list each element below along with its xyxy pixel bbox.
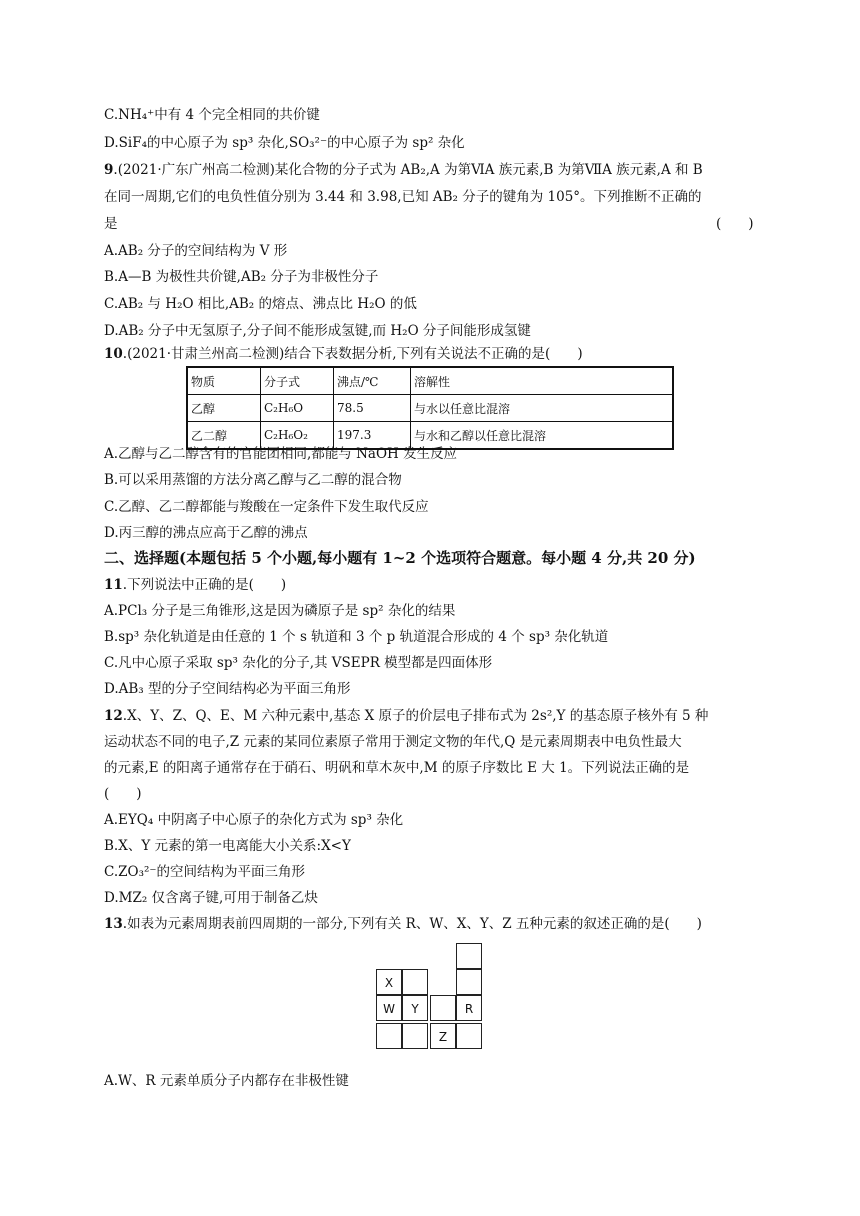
q13-option-a: A.W、R 元素单质分子内都存在非极性键 xyxy=(104,1073,349,1089)
periodic-cell-z: Z xyxy=(430,1023,456,1049)
q11-number: 11 xyxy=(104,577,123,593)
table-cell: 乙二醇 xyxy=(187,422,261,450)
q11-option-a: A.PCl₃ 分子是三角锥形,这是因为磷原子是 sp² 杂化的结果 xyxy=(104,603,456,619)
q9-option-c: C.AB₂ 与 H₂O 相比,AB₂ 的熔点、沸点比 H₂O 的低 xyxy=(104,296,417,312)
q11-stem-text: .下列说法中正确的是( ) xyxy=(122,577,287,593)
table-cell: C₂H₆O xyxy=(261,395,334,422)
q10-stem xyxy=(104,345,583,363)
q12-option-a: A.EYQ₄ 中阴离子中心原子的杂化方式为 sp³ 杂化 xyxy=(104,812,404,828)
periodic-cell xyxy=(456,969,482,995)
q9-stem-line1 xyxy=(104,161,703,179)
table-cell: 78.5 xyxy=(334,395,411,422)
q11-stem xyxy=(104,576,286,594)
q9-stem-line2: 在同一周期,它们的电负性值分别为 3.44 和 3.98,已知 AB₂ 分子的键角为 105°。下列推断不正确的 xyxy=(104,189,702,205)
q10-option-a: A.乙醇与乙二醇含有的官能团相同,都能与 NaOH 发生反应 xyxy=(104,446,458,462)
table-cell: 与水和乙醇以任意比混溶 xyxy=(411,422,674,450)
periodic-cell xyxy=(376,1023,402,1049)
periodic-cell-y: Y xyxy=(402,995,428,1021)
q12-answer-paren: ( ) xyxy=(104,786,142,802)
q10-option-c: C.乙醇、乙二醇都能与羧酸在一定条件下发生取代反应 xyxy=(104,499,429,515)
periodic-cell xyxy=(456,1023,482,1049)
q12-stem-line2: 运动状态不同的电子,Z 元素的某同位素原子常用于测定文物的年代,Q 是元素周期表中电负性最大 xyxy=(104,734,682,750)
periodic-cell xyxy=(402,1023,428,1049)
q9-option-a: A.AB₂ 分子的空间结构为 V 形 xyxy=(104,243,288,259)
q12-stem-line1 xyxy=(104,707,708,725)
table-row xyxy=(187,395,673,422)
periodic-cell-x: X xyxy=(376,969,402,995)
q13-stem xyxy=(104,915,702,933)
q12-option-d: D.MZ₂ 仅含离子键,可用于制备乙炔 xyxy=(104,890,318,906)
section-2-heading: 二、选择题(本题包括 5 个小题,每小题有 1~2 个选项符合题意。每小题 4 分,共 20 分) xyxy=(104,549,696,567)
periodic-cell xyxy=(456,943,482,969)
q9-stem-line3: 是 xyxy=(104,216,118,232)
q9-answer-paren: ( ) xyxy=(716,216,754,232)
table-header: 分子式 xyxy=(261,367,334,395)
q10-data-table xyxy=(186,366,674,450)
q11-option-c: C.凡中心原子采取 sp³ 杂化的分子,其 VSEPR 模型都是四面体形 xyxy=(104,655,493,671)
table-header: 溶解性 xyxy=(411,367,674,395)
q11-option-d: D.AB₃ 型的分子空间结构必为平面三角形 xyxy=(104,681,351,697)
periodic-cell-w: W xyxy=(376,995,402,1021)
q12-number: 12 xyxy=(104,708,123,724)
q10-number: 10 xyxy=(104,346,123,362)
q8-option-d: D.SiF₄的中心原子为 sp³ 杂化,SO₃²⁻的中心原子为 sp² 杂化 xyxy=(104,135,465,151)
q10-option-b: B.可以采用蒸馏的方法分离乙醇与乙二醇的混合物 xyxy=(104,472,402,488)
table-header-row xyxy=(187,367,673,395)
table-cell: C₂H₆O₂ xyxy=(261,422,334,450)
q12-option-c: C.ZO₃²⁻的空间结构为平面三角形 xyxy=(104,864,306,880)
table-cell: 乙醇 xyxy=(187,395,261,422)
table-cell: 197.3 xyxy=(334,422,411,450)
q10-option-d: D.丙三醇的沸点应高于乙醇的沸点 xyxy=(104,525,308,541)
q9-option-d: D.AB₂ 分子中无氢原子,分子间不能形成氢键,而 H₂O 分子间能形成氢键 xyxy=(104,323,531,339)
q12-option-b: B.X、Y 元素的第一电离能大小关系:X<Y xyxy=(104,838,351,854)
table-header: 沸点/℃ xyxy=(334,367,411,395)
q13-stem-text: .如表为元素周期表前四周期的一部分,下列有关 R、W、X、Y、Z 五种元素的叙述正确的是( ) xyxy=(122,916,702,932)
q11-option-b: B.sp³ 杂化轨道是由任意的 1 个 s 轨道和 3 个 p 轨道混合形成的 4 个 sp³ 杂化轨道 xyxy=(104,629,609,645)
q13-number: 13 xyxy=(104,916,123,932)
table-header: 物质 xyxy=(187,367,261,395)
q9-option-b: B.A—B 为极性共价键,AB₂ 分子为非极性分子 xyxy=(104,269,379,285)
q8-option-c: C.NH₄⁺中有 4 个完全相同的共价键 xyxy=(104,107,320,123)
q12-stem-line3: 的元素,E 的阳离子通常存在于硝石、明矾和草木灰中,M 的原子序数比 E 大 1。下列说法正确的是 xyxy=(104,760,690,776)
periodic-cell xyxy=(402,969,428,995)
periodic-cell xyxy=(430,995,456,1021)
q9-number: 9 xyxy=(104,162,114,178)
q12-stem-text1: .X、Y、Z、Q、E、M 六种元素中,基态 X 原子的价层电子排布式为 2s²,Y 的基态原子核外有 5 种 xyxy=(122,708,709,724)
periodic-cell-r: R xyxy=(456,995,482,1021)
table-cell: 与水以任意比混溶 xyxy=(411,395,674,422)
q9-stem-text1: .(2021·广东广州高二检测)某化合物的分子式为 AB₂,A 为第ⅥA 族元素,B 为第ⅦA 族元素,A 和 B xyxy=(113,162,703,178)
q10-stem-text: .(2021·甘肃兰州高二检测)结合下表数据分析,下列有关说法不正确的是( ) xyxy=(122,346,583,362)
